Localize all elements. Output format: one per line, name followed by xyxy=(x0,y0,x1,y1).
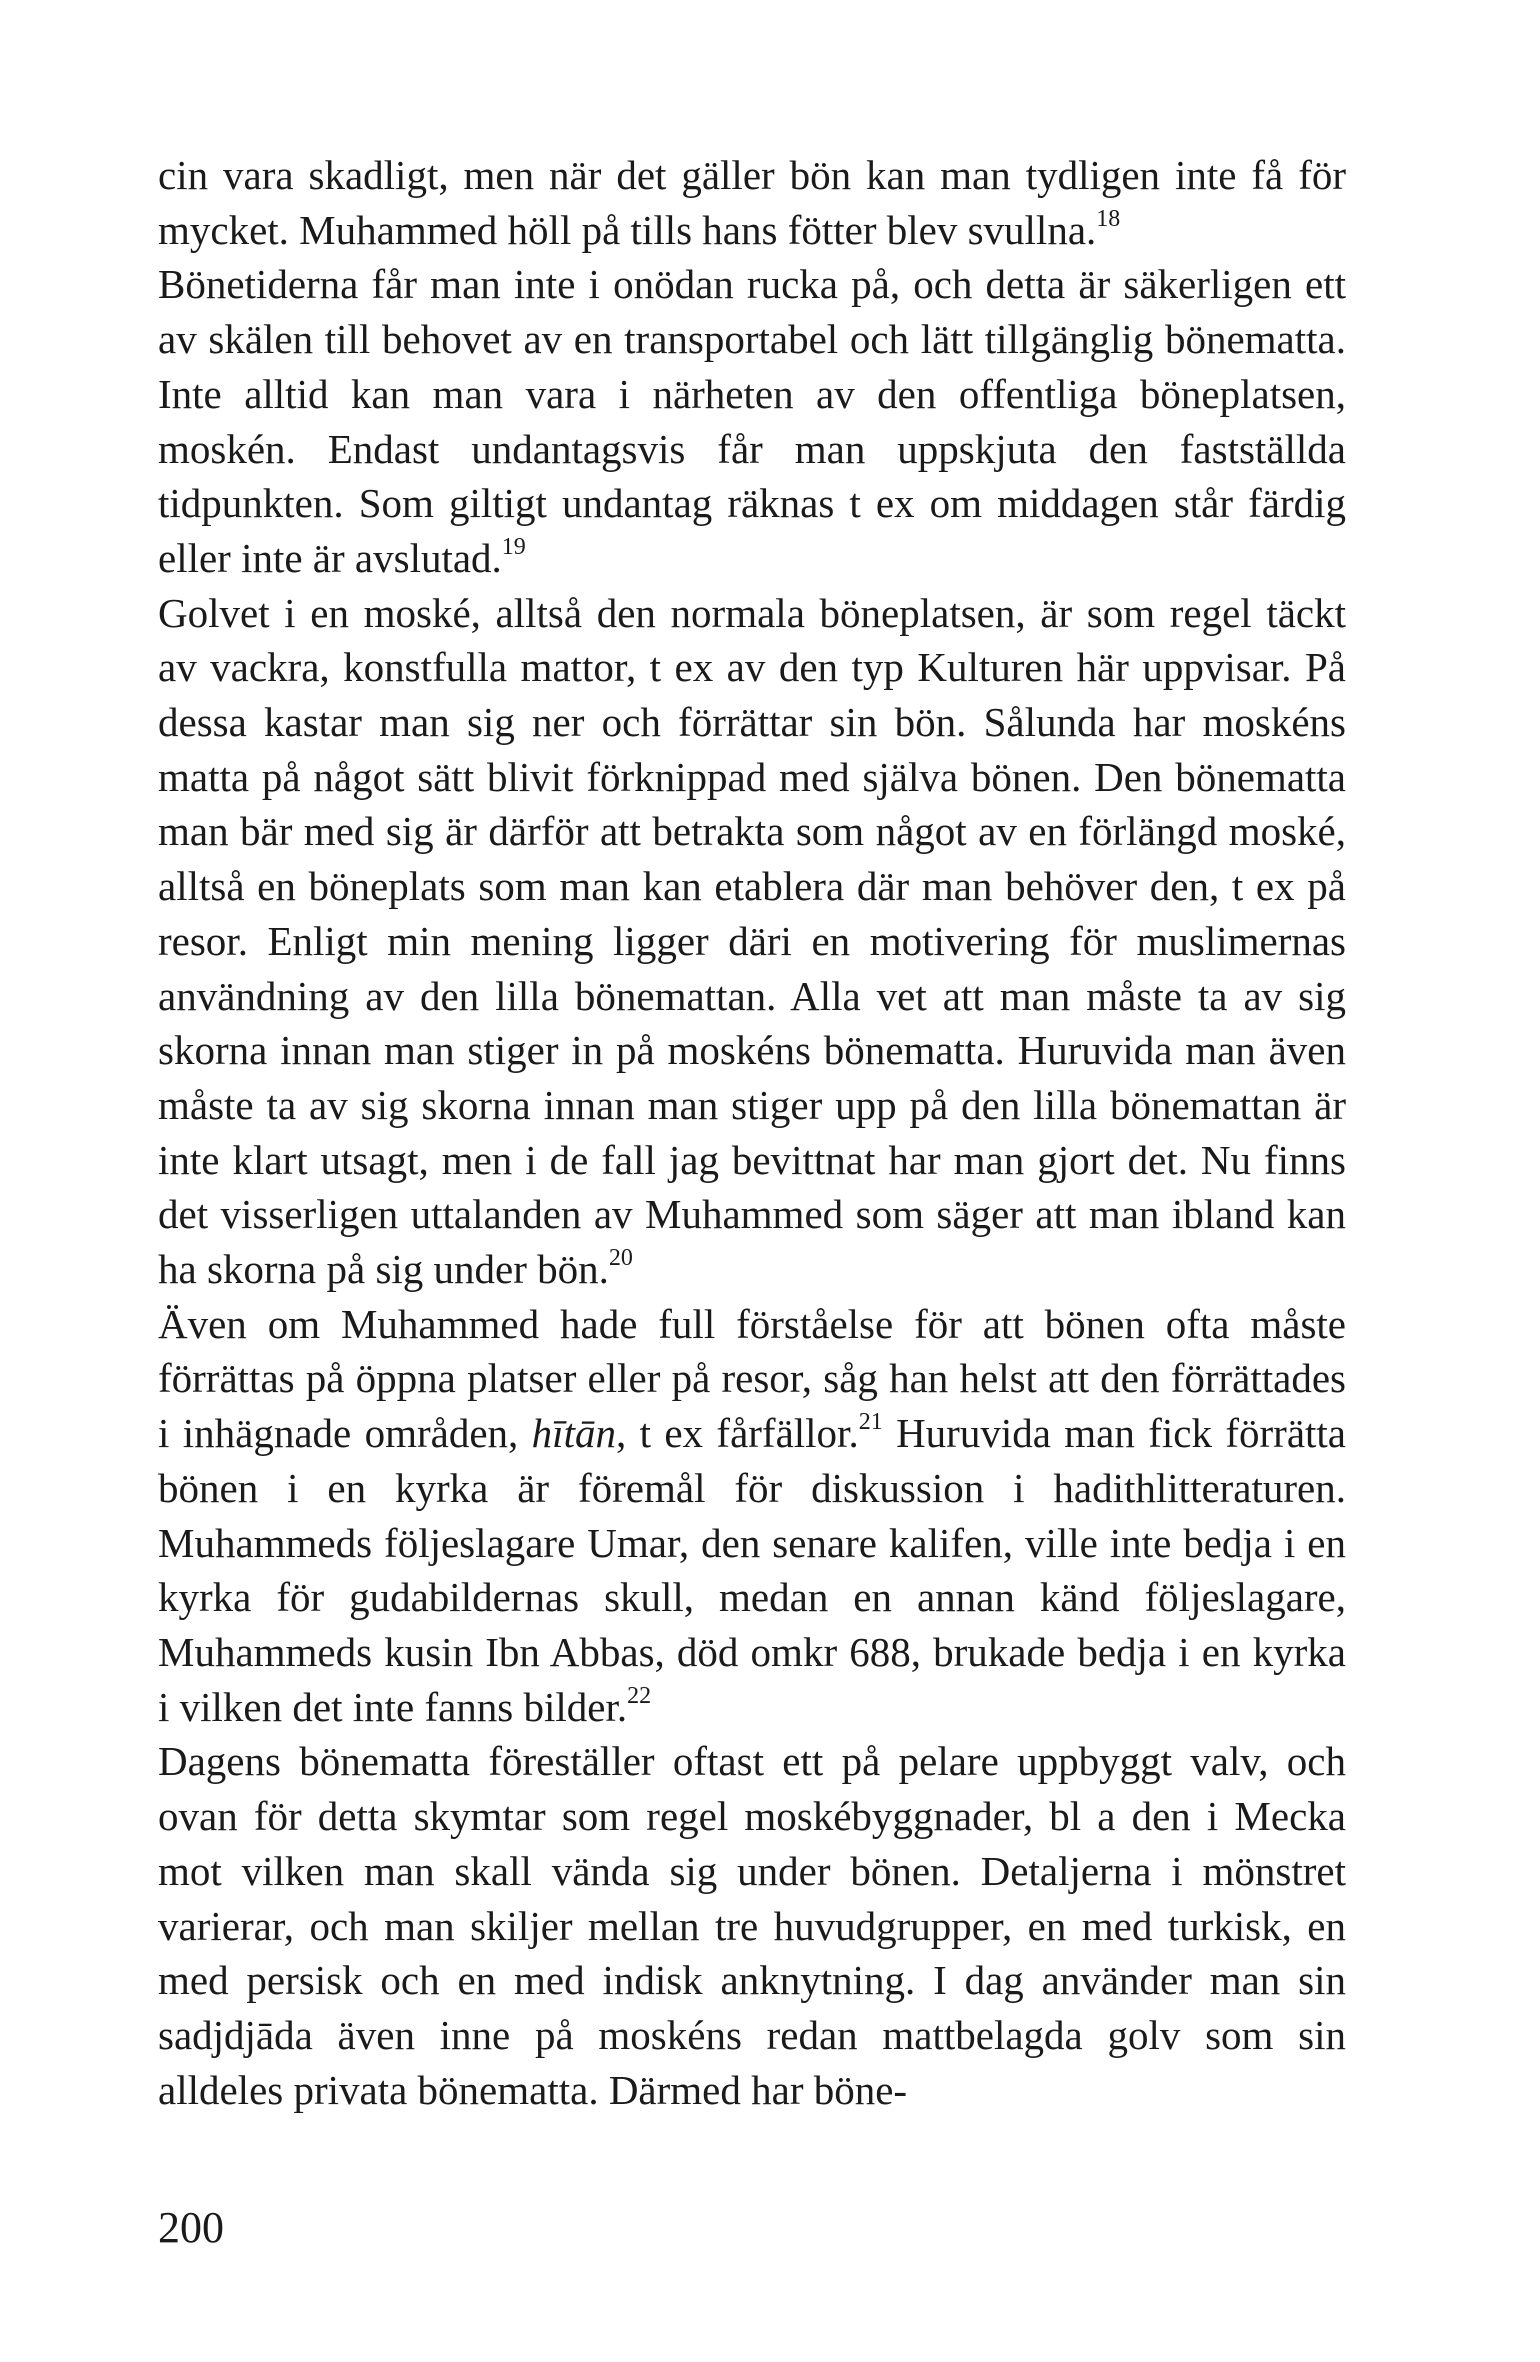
italic-term: hītān xyxy=(531,1410,616,1457)
text-run: Dagens bönematta föreställer oftast ett på pelare uppbyggt valv, och ovan för detta skymtar som regel moskébyggnader, bl a den i Mecka mot vilken man skall vända sig under bönen. Detaljerna i mönstret varierar, och man skiljer mellan tre huvudgrupper, en med turkisk, en med persisk och en med indisk anknytning. I dag använder man sin sadjdjāda även inne på moskéns redan mattbelagda golv som sin alldeles privata bönematta. Därmed har böne- xyxy=(158,1738,1346,2113)
text-run: Huruvida man fick förrätta bönen i en kyrka är föremål för diskussion i hadithlitteraturen. Muhammeds följeslagare Umar, den senare kalifen, ville inte bedja i en kyrka för gudabildernas skull, medan en annan känd följeslagare, Muhammeds kusin Ibn Abbas, död omkr 688, brukade bedja i en kyrka i vilken det inte fanns bilder. xyxy=(158,1410,1346,1730)
paragraph xyxy=(158,586,1346,1297)
footnote-ref: 20 xyxy=(608,1245,633,1272)
page-number: 200 xyxy=(158,2203,224,2252)
paragraph xyxy=(158,1734,1346,2117)
footnote-ref: 19 xyxy=(501,533,526,560)
paragraph xyxy=(158,257,1346,585)
footnote-ref: 21 xyxy=(858,1409,883,1436)
text-run: Även om Muhammed hade full förståelse för att bönen ofta måste förrättas på öppna platser eller på resor, såg han helst att den förrättades i inhägnade områden, xyxy=(158,1300,1346,1457)
text-run: Bönetiderna får man inte i onödan rucka på, och detta är säkerligen ett av skälen till behovet av en transportabel och lätt tillgänglig bönematta. Inte alltid kan man vara i närheten av den offentliga böneplatsen, moskén. Endast undantagsvis får man uppskjuta den fastställda tidpunkten. Som giltigt undantag räknas t ex om middagen står färdig eller inte är avslutad. xyxy=(158,261,1346,581)
text-run: , t ex fårfällor. xyxy=(615,1410,859,1457)
footnote-ref: 22 xyxy=(627,1682,652,1709)
paragraph xyxy=(158,148,1346,257)
text-run: cin vara skadligt, men när det gäller bön kan man tydligen inte få för mycket. Muhammed höll på tills hans fötter blev svullna. xyxy=(158,152,1346,253)
text-run: Golvet i en moské, alltså den normala böneplatsen, är som regel täckt av vackra, konstfulla mattor, t ex av den typ Kulturen här uppvisar. På dessa kastar man sig ner och förrättar sin bön. Sålunda har moskéns matta på något sätt blivit förknippad med själva bönen. Den bönematta man bär med sig är därför att betrakta som något av en förlängd moské, alltså en böneplats som man kan etablera där man behöver den, t ex på resor. Enligt min mening ligger däri en motivering för muslimernas användning av den lilla bönemattan. Alla vet att man måste ta av sig skorna innan man stiger in på moskéns bönematta. Huruvida man även måste ta av sig skorna innan man stiger upp på den lilla bönemattan är inte klart utsagt, men i de fall jag bevittnat har man gjort det. Nu finns det visserligen uttalanden av Muhammed som säger att man ibland kan ha skorna på sig under bön. xyxy=(158,589,1346,1293)
body-text xyxy=(158,148,1346,2117)
footnote-ref: 18 xyxy=(1096,205,1121,232)
paragraph xyxy=(158,1297,1346,1735)
